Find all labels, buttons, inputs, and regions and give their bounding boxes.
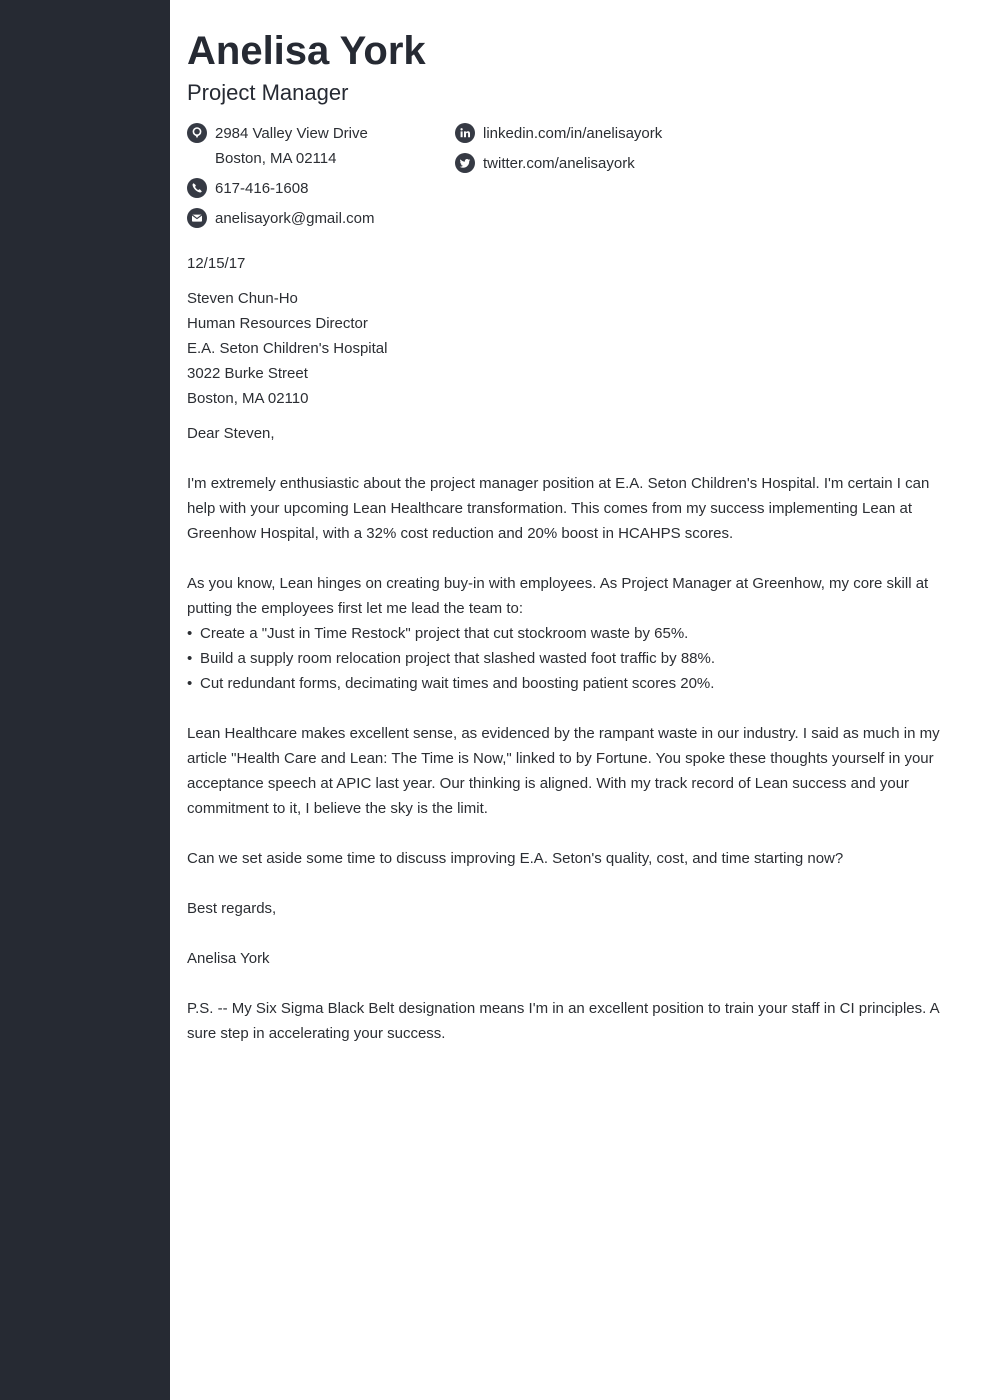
letter-body: [187, 251, 947, 1046]
address-line-1: 2984 Valley View Drive: [215, 125, 368, 142]
phone-number: 617-416-1608: [215, 180, 309, 197]
email-address[interactable]: anelisayork@gmail.com: [215, 210, 375, 227]
applicant-job-title: Project Manager: [187, 80, 349, 105]
salutation: Dear Steven,: [187, 425, 275, 442]
list-item: • Create a "Just in Time Restock" project that cut stockroom waste by 65%.: [187, 625, 689, 642]
letter-date: 12/15/17: [187, 255, 246, 272]
recipient-city: Boston, MA 02110: [187, 390, 309, 407]
closing: Best regards,: [187, 900, 277, 917]
postscript: P.S. -- My Six Sigma Black Belt designation means I'm in an excellent position to train your staff in CI principles. A sure step in accelerating your success.: [187, 1000, 939, 1042]
location-icon: [187, 123, 207, 143]
address-line-2: Boston, MA 02114: [215, 150, 337, 167]
recipient-street: 3022 Burke Street: [187, 365, 308, 382]
email-icon: [187, 208, 207, 228]
linkedin-url[interactable]: linkedin.com/in/anelisayork: [483, 125, 663, 142]
paragraph-call-to-action: Can we set aside some time to discuss improving E.A. Seton's quality, cost, and time starting now?: [187, 850, 844, 867]
paragraph-intro: I'm extremely enthusiastic about the project manager position at E.A. Seton Children's Hospital. I'm certain I can help with your upcoming Lean Healthcare transformation. This comes from my success implementing Lean at Greenhow Hospital, with a 32% cost reduction and 20% boost in HCAHPS scores.: [187, 475, 930, 542]
achievement-list: [187, 621, 947, 696]
twitter-url[interactable]: twitter.com/anelisayork: [483, 155, 635, 172]
recipient-company: E.A. Seton Children's Hospital: [187, 340, 388, 357]
sidebar: [0, 0, 170, 1400]
linkedin-icon: [455, 123, 475, 143]
recipient-name: Steven Chun-Ho: [187, 290, 298, 307]
twitter-icon: [455, 153, 475, 173]
phone-icon: [187, 178, 207, 198]
applicant-name: Anelisa York: [187, 29, 426, 73]
list-item: • Build a supply room relocation project that slashed wasted foot traffic by 88%.: [187, 650, 716, 667]
paragraph-skills: As you know, Lean hinges on creating buy-in with employees. As Project Manager at Greenhow, my core skill at putting the employees first let me lead the team to:: [187, 575, 929, 617]
paragraph-alignment: Lean Healthcare makes excellent sense, as evidenced by the rampant waste in our industry. I said as much in my article "Health Care and Lean: The Time is Now," linked to by Fortune. You spoke these thoughts yourself in your acceptance speech at APIC last year. Our thinking is aligned. With my track record of Lean success and your commitment to it, I believe the sky is the limit.: [187, 725, 940, 817]
recipient-title: Human Resources Director: [187, 315, 368, 332]
list-item: • Cut redundant forms, decimating wait times and boosting patient scores 20%.: [187, 675, 715, 692]
signature: Anelisa York: [187, 950, 270, 967]
recipient-block: [187, 286, 947, 411]
